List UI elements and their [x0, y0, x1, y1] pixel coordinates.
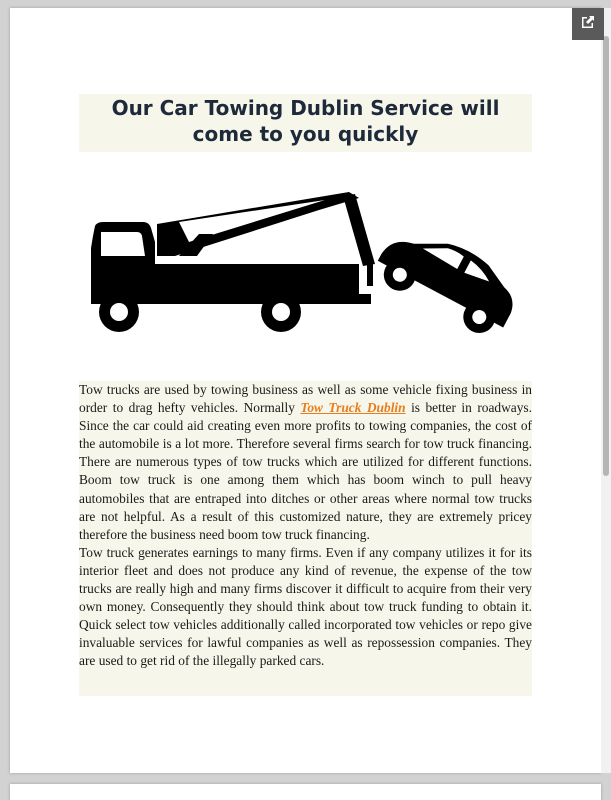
paragraph-1-text-before: Tow trucks are used by towing business as well as some vehicle fixing business in order to drag hefty vehicles. Normally [79, 382, 532, 416]
popout-button[interactable] [572, 8, 604, 40]
open-in-new-icon [580, 14, 596, 34]
truck-bed [155, 264, 359, 294]
paragraph-1 [79, 381, 532, 544]
paragraph-2: Tow truck generates earnings to many firms. Even if any company utilizes it for its interior fleet and does not produce any kind of revenue, the expense of the tow trucks are really high and many firms discover it difficult to acquire from their very own money. Consequently they should think about tow truck funding to obtain it. Quick select tow vehicles additionally called incorporated tow vehicles or repo give invaluable services for lawful companies as well as repossession companies. They are used to get rid of the illegally parked cars. [79, 544, 532, 669]
vertical-scrollbar[interactable] [601, 8, 611, 773]
tow-truck-image [79, 152, 532, 380]
tow-truck-illustration [79, 152, 532, 380]
paragraph-1-text-after: is better in roadways. Since the car could aid creating even more profits to towing companies, the cost of the automobile is a lot more. Therefore several firms search for tow truck financing. There are numerous types of tow trucks which are utilized for different functions. Boom tow truck is one among them which has boom winch to pull heavy automobiles that are entraped into ditches or other areas where normal tow trucks are not helpful. As a result of this customized nature, they are extremely pricey therefore the business need boom tow truck financing. [79, 400, 532, 542]
next-page [10, 784, 601, 800]
title-box [79, 94, 532, 152]
article-body [79, 381, 532, 696]
towed-car [369, 216, 527, 344]
page-title: Our Car Towing Dublin Service will come to you quickly [111, 96, 500, 146]
tow-truck-dublin-link[interactable]: Tow Truck Dublin [300, 400, 406, 416]
scrollbar-thumb[interactable] [603, 36, 609, 476]
